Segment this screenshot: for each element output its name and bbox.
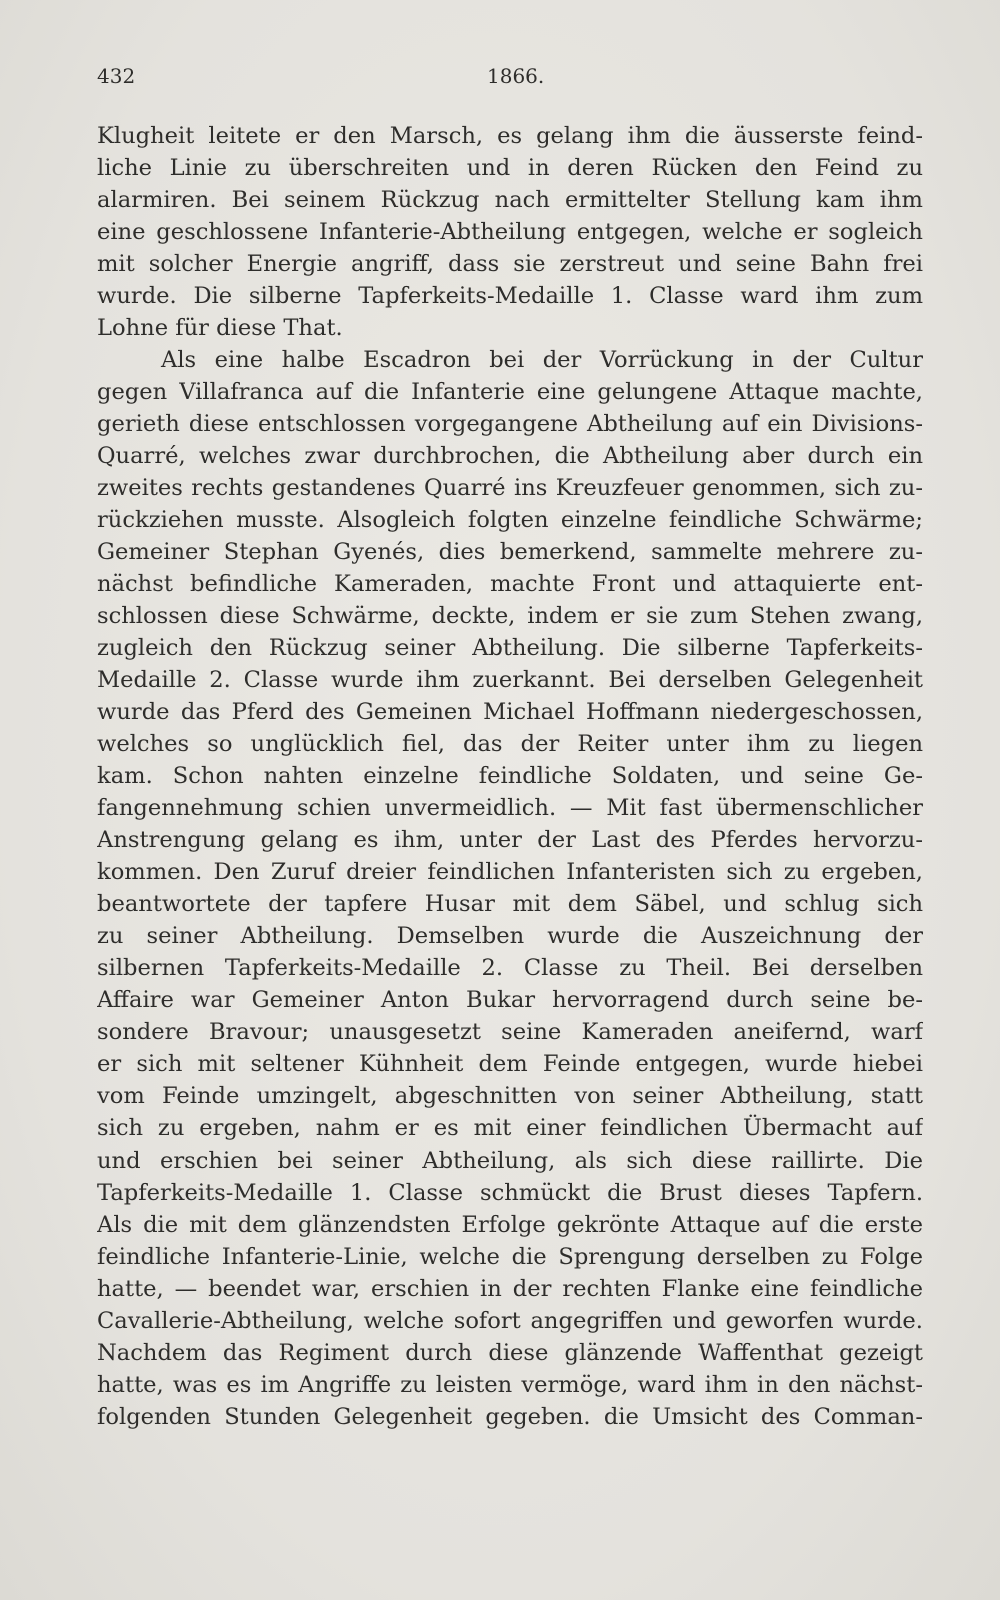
text-line: Medaille 2. Classe wurde ihm zuerkannt. Bei derselben Gelegenheit — [97, 667, 923, 694]
text-line: Als eine halbe Escadron bei der Vorrückung in der Cultur — [161, 347, 923, 374]
text-line: wurde. Die silberne Tapferkeits-Medaille 1. Classe ward ihm zum — [97, 283, 923, 310]
text-line: Gemeiner Stephan Gyenés, dies bemerkend, sammelte mehrere zu- — [97, 539, 923, 566]
text-line: Nachdem das Regiment durch diese glänzende Waffenthat gezeigt — [97, 1339, 923, 1366]
text-line: gerieth diese entschlossen vorgegangene Abtheilung auf ein Divisions- — [97, 411, 923, 438]
text-line: Lohne für diese That. — [97, 315, 343, 342]
text-line: wurde das Pferd des Gemeinen Michael Hoffmann niedergeschossen, — [97, 699, 923, 726]
text-line: eine geschlossene Infanterie-Abtheilung entgegen, welche er sogleich — [97, 219, 923, 246]
text-line: liche Linie zu überschreiten und in deren Rücken den Feind zu — [97, 155, 923, 182]
text-line: Klugheit leitete er den Marsch, es gelang ihm die äusserste feind- — [97, 123, 923, 149]
text-line: alarmiren. Bei seinem Rückzug nach ermittelter Stellung kam ihm — [97, 187, 923, 214]
running-head-year: 1866. — [487, 64, 545, 88]
text-line: feindliche Infanterie-Linie, welche die Sprengung derselben zu Folge — [97, 1243, 923, 1270]
page-header — [97, 64, 927, 94]
page-number: 432 — [97, 64, 136, 88]
text-line: nächst befindliche Kameraden, machte Front und attaquierte ent- — [97, 571, 923, 598]
text-line: gegen Villafranca auf die Infanterie eine gelungene Attaque machte, — [97, 379, 923, 406]
text-line: beantwortete der tapfere Husar mit dem Säbel, und schlug sich — [97, 891, 923, 918]
text-line: schlossen diese Schwärme, deckte, indem er sie zum Stehen zwang, — [97, 603, 923, 630]
text-line: welches so unglücklich fiel, das der Reiter unter ihm zu liegen — [97, 731, 923, 758]
text-line: Quarré, welches zwar durchbrochen, die Abtheilung aber durch ein — [97, 443, 923, 470]
text-line: sich zu ergeben, nahm er es mit einer feindlichen Übermacht auf — [97, 1115, 923, 1142]
text-line: silbernen Tapferkeits-Medaille 2. Classe zu Theil. Bei derselben — [97, 955, 923, 982]
text-line: zweites rechts gestandenes Quarré ins Kreuzfeuer genommen, sich zu- — [97, 475, 923, 502]
text-line: zugleich den Rückzug seiner Abtheilung. Die silberne Tapferkeits- — [97, 635, 923, 662]
text-line: rückziehen musste. Alsogleich folgten einzelne feindliche Schwärme; — [97, 507, 923, 534]
text-line: mit solcher Energie angriff, dass sie zerstreut und seine Bahn frei — [97, 251, 923, 278]
text-line: kommen. Den Zuruf dreier feindlichen Infanteristen sich zu ergeben, — [97, 859, 923, 886]
text-line: kam. Schon nahten einzelne feindliche Soldaten, und seine Ge- — [97, 763, 923, 790]
text-line: Tapferkeits-Medaille 1. Classe schmückt die Brust dieses Tapfern. — [97, 1179, 923, 1206]
text-line: zu seiner Abtheilung. Demselben wurde die Auszeichnung der — [97, 923, 923, 950]
text-line: er sich mit seltener Kühnheit dem Feinde entgegen, wurde hiebei — [97, 1051, 923, 1078]
text-line: und erschien bei seiner Abtheilung, als sich diese raillirte. Die — [97, 1147, 923, 1174]
text-line: hatte, was es im Angriffe zu leisten vermöge, ward ihm in den nächst- — [97, 1371, 923, 1398]
text-line: vom Feinde umzingelt, abgeschnitten von seiner Abtheilung, statt — [97, 1083, 923, 1110]
text-line: Als die mit dem glänzendsten Erfolge gekrönte Attaque auf die erste — [97, 1211, 923, 1238]
text-line: Cavallerie-Abtheilung, welche sofort angegriffen und geworfen wurde. — [97, 1307, 923, 1334]
text-line: folgenden Stunden Gelegenheit gegeben. die Umsicht des Comman- — [97, 1403, 923, 1430]
text-line: fangennehmung schien unvermeidlich. — Mit fast übermenschlicher — [97, 795, 923, 822]
text-line: hatte, — beendet war, erschien in der rechten Flanke eine feindliche — [97, 1275, 923, 1302]
body-text — [97, 120, 923, 1433]
text-line: sondere Bravour; unausgesetzt seine Kameraden aneifernd, warf — [97, 1019, 923, 1046]
text-line: Anstrengung gelang es ihm, unter der Last des Pferdes hervorzu- — [97, 827, 923, 854]
text-line: Affaire war Gemeiner Anton Bukar hervorragend durch seine be- — [97, 987, 923, 1014]
